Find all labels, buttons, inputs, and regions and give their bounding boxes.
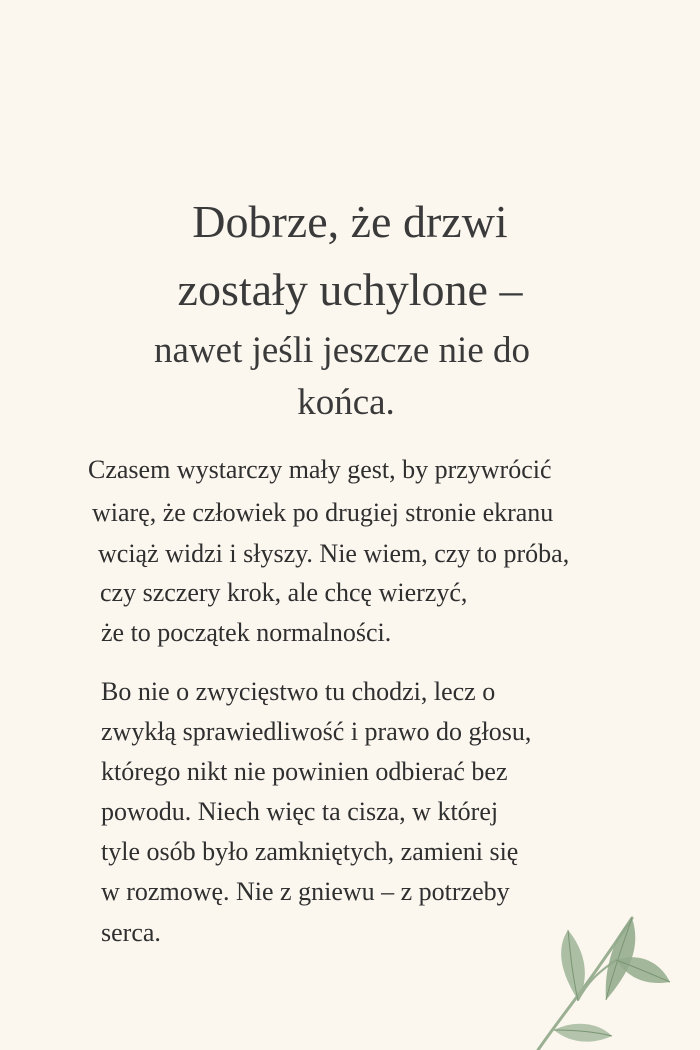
paragraph-1-line-5: że to początek normalności. <box>101 618 392 647</box>
paragraph-2-line-7: serca. <box>101 918 161 947</box>
leaf-branch-icon <box>520 890 700 1050</box>
paragraph-2-line-1: Bo nie o zwycięstwo tu chodzi, lecz o <box>101 677 496 706</box>
heading-line-1: Dobrze, że drzwi <box>192 196 508 247</box>
heading-line-2: zostały uchylone – <box>177 264 523 315</box>
paragraph-1-line-4: czy szczery krok, ale chcę wierzyć, <box>100 578 468 607</box>
paragraph-1-line-2: wiarę, że człowiek po drugiej stronie ekranu <box>92 498 554 527</box>
heading-line-4: końca. <box>297 382 395 423</box>
paragraph-2-line-3: którego nikt nie powinien odbierać bez <box>101 757 508 786</box>
paragraph-2-line-6: w rozmowę. Nie z gniewu – z potrzeby <box>101 877 510 906</box>
paragraph-1-line-1: Czasem wystarczy mały gest, by przywrócić <box>88 455 552 484</box>
heading-line-3: nawet jeśli jeszcze nie do <box>154 330 530 371</box>
paragraph-1-line-3: wciąż widzi i słyszy. Nie wiem, czy to próba, <box>98 539 570 568</box>
paragraph-2-line-5: tyle osób było zamkniętych, zamieni się <box>101 837 519 866</box>
paragraph-2-line-4: powodu. Niech więc ta cisza, w której <box>101 797 499 826</box>
paragraph-2-line-2: zwykłą sprawiedliwość i prawo do głosu, <box>101 717 532 746</box>
